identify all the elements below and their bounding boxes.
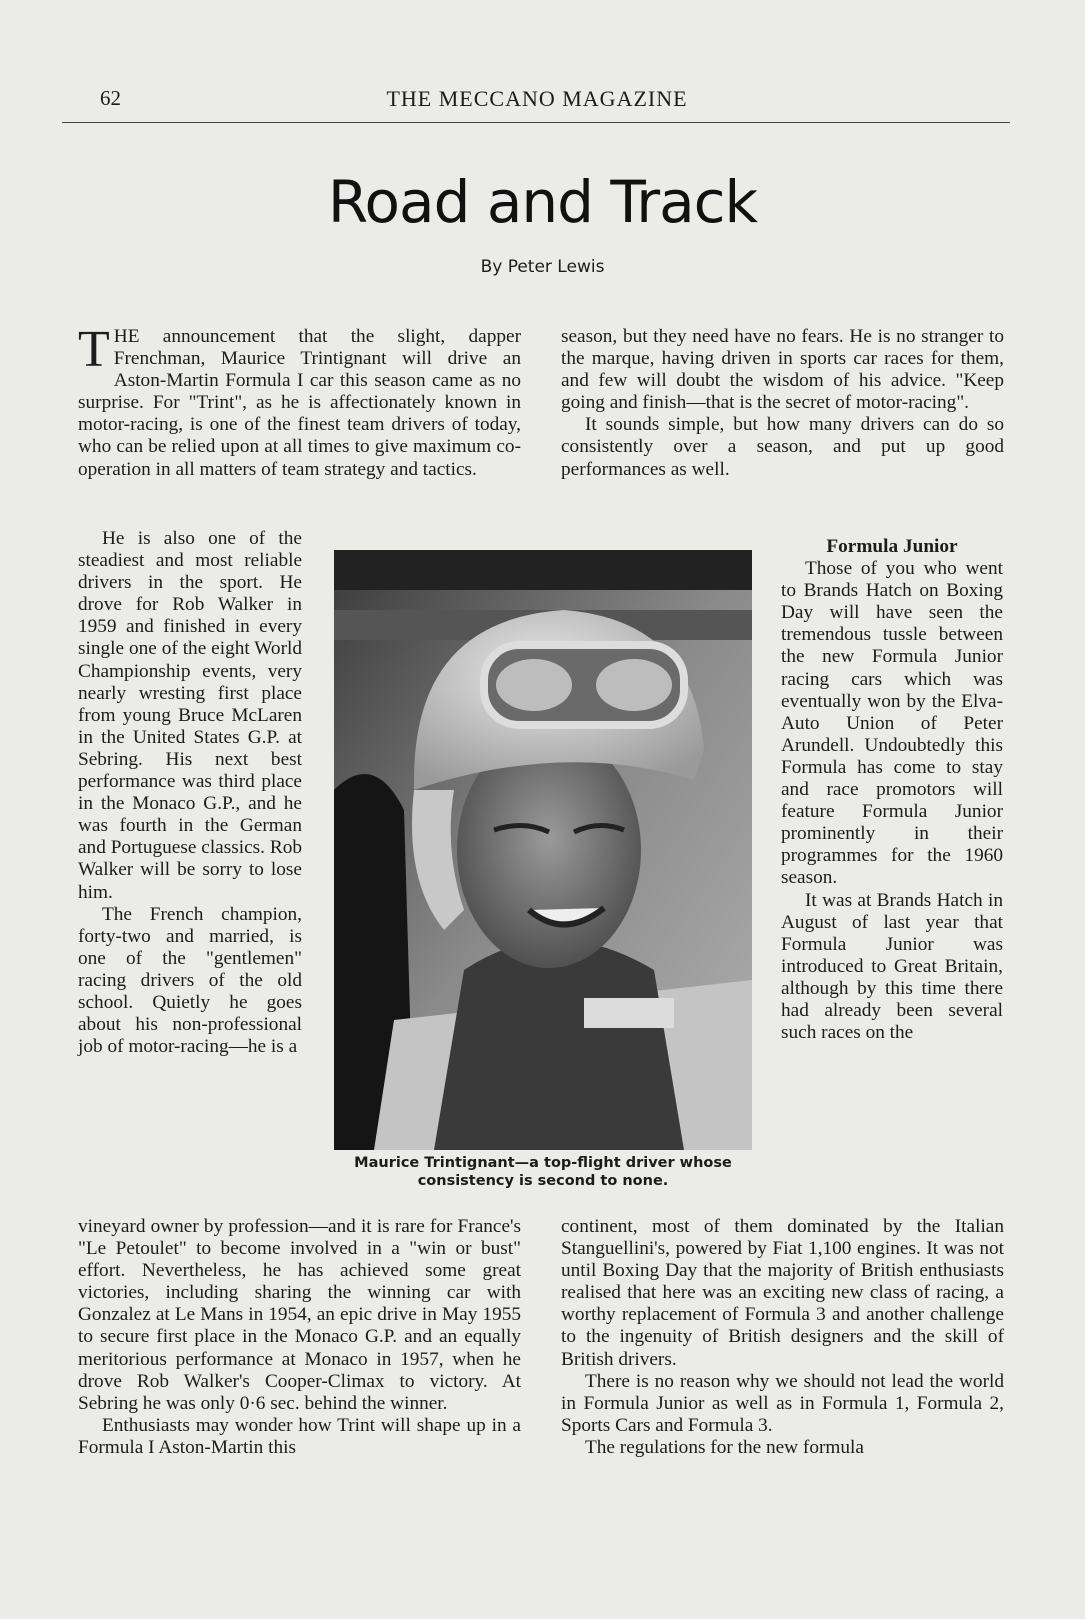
paragraph: He is also one of the steadiest and most reliable drivers in the sport. He drove for Rob Walker in 1959 and finished in every single one of the eight World Championship events, very nearly wresting first place from young Bruce McLaren in the United States G.P. at Sebring. His next best performance was third place in the Monaco G.P., and he was fourth in the German and Portuguese classics. Rob Walker will be sorry to lose him. [78, 528, 302, 903]
text-top-right [561, 326, 1004, 481]
byline: By Peter Lewis [480, 257, 605, 277]
drop-cap: T [78, 321, 110, 378]
paragraph: It was at Brands Hatch in August of last year that Formula Junior was introduced to Great Britain, although by this time there had already been several such races on the [781, 889, 1003, 1044]
portrait-illustration [334, 550, 752, 1150]
subheading: Formula Junior [826, 536, 958, 557]
paragraph: continent, most of them dominated by the Italian Stanguellini's, powered by Fiat 1,100 engines. It was not until Boxing Day that the majority of British enthusiasts realised that here was an exciting new class of racing, a worthy replacement of Formula 3 and another challenge to the ingenuity of British designers and the skill of British drivers. [561, 1216, 1004, 1370]
paragraph: Enthusiasts may wonder how Trint will shape up in a Formula I Aston-Martin this [78, 1414, 521, 1458]
text-mid-left [78, 528, 302, 1058]
paragraph: HE announcement that the slight, dapper Frenchman, Maurice Trintignant will drive an Aston-Martin Formula I car this season came as no surprise. For "Trint", as he is affectionately known in motor-racing, is one of the finest team drivers of today, who can be relied upon at all times to give maximum co-operation in all matters of team strategy and tactics. [78, 326, 521, 480]
text-bottom-right [561, 1216, 1004, 1459]
paragraph: The regulations for the new formula [585, 1436, 864, 1458]
page-header [62, 86, 1012, 116]
photo-caption: Maurice Trintignant—a top-flight driver whose consistency is second to none. [354, 1155, 732, 1189]
paragraph: There is no reason why we should not lead the world in Formula Junior as well as in Formula 1, Formula 2, Sports Cars and Formula 3. [561, 1370, 1004, 1436]
magazine-title: THE MECCANO MAGAZINE [386, 86, 688, 111]
text-bottom-left [78, 1216, 521, 1459]
driver-photo [334, 550, 752, 1150]
header-rule [62, 122, 1010, 123]
paragraph: Those of you who went to Brands Hatch on Boxing Day will have seen the tremendous tussle between the new Formula Junior racing cars which was eventually won by the Elva-Auto Union of Peter Arundell. Undoubtedly this Formula has come to stay and race promotors will feature Formula Junior prominently in their programmes for the 1960 season. [781, 558, 1003, 889]
paragraph: vineyard owner by profession—and it is rare for France's "Le Petoulet" to become involved in a "win or bust" effort. Nevertheless, he has achieved some great victories, including sharing the winning car with Gonzalez at Le Mans in 1954, an epic drive in May 1955 to secure first place in the Monaco G.P. and an equally meritorious performance at Monaco in 1957, when he drove Rob Walker's Cooper-Climax to victory. At Sebring he was only 0·6 sec. behind the winner. [78, 1216, 521, 1414]
text-mid-right [781, 536, 1003, 1044]
paragraph: It sounds simple, but how many drivers can do so consistently over a season, and put up good performances as well. [561, 414, 1004, 480]
text-top-left [78, 321, 521, 481]
paragraph: season, but they need have no fears. He is no stranger to the marque, having driven in sports car races for them, and few will doubt the wisdom of his advice. "Keep going and finish—that is the secret of motor-racing". [561, 326, 1004, 414]
page-number: 62 [100, 86, 121, 110]
article-title: Road and Track [327, 168, 758, 236]
paragraph: The French champion, forty-two and married, is one of the "gentlemen" racing drivers of the old school. Quietly he goes about his non-professional job of motor-racing—he is a [78, 903, 302, 1058]
